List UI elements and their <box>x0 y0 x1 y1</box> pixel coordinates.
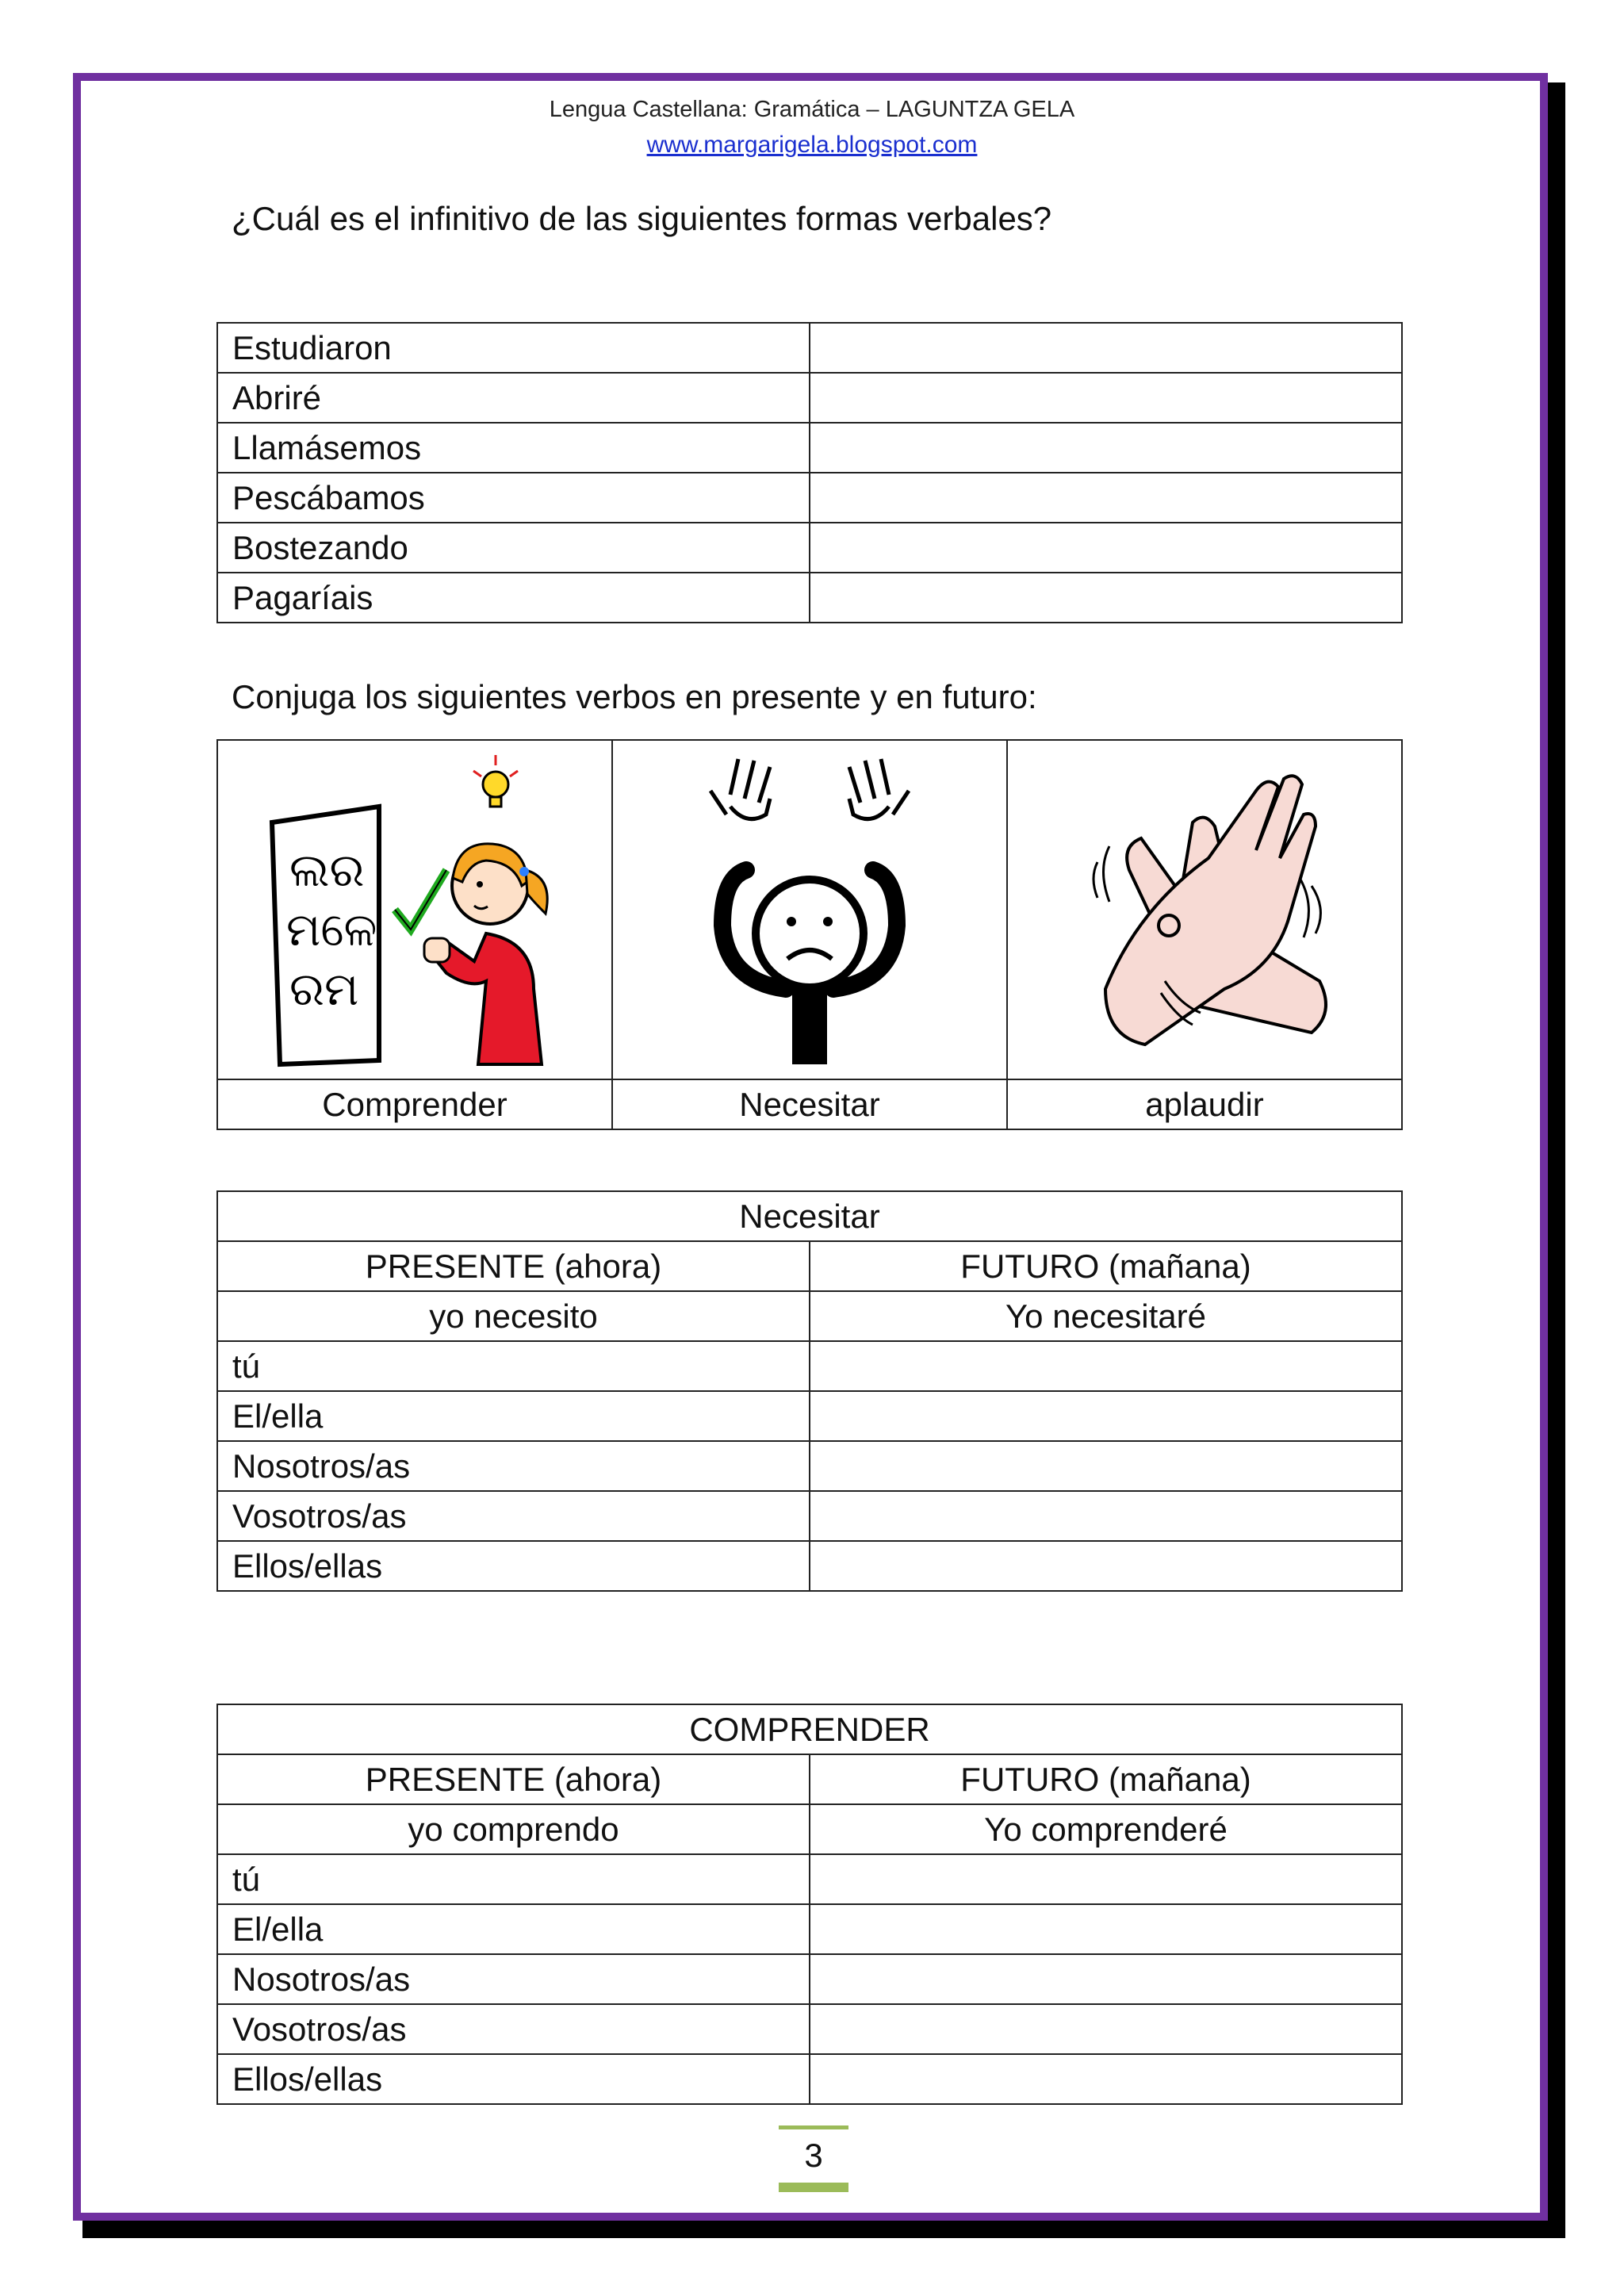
pronoun-cell: El/ella <box>217 1904 810 1954</box>
answer-field[interactable] <box>810 573 1402 623</box>
table-title: COMPRENDER <box>217 1704 1402 1754</box>
pronoun-cell: El/ella <box>217 1391 810 1441</box>
clapping-hands-icon <box>1074 751 1335 1068</box>
answer-field[interactable] <box>810 2054 1402 2104</box>
page-number: 3 <box>804 2137 823 2174</box>
answer-field[interactable] <box>810 2004 1402 2054</box>
verb-form-cell: Llamásemos <box>217 423 810 473</box>
header-title: Lengua Castellana: Gramática – LAGUNTZA GELA <box>549 97 1075 122</box>
pictogram-table <box>216 739 1403 1130</box>
verb-form-cell: Bostezando <box>217 523 810 573</box>
column-header-future: FUTURO (mañana) <box>810 1241 1402 1291</box>
table-row <box>217 2054 1402 2104</box>
example-future: Yo necesitaré <box>810 1291 1402 1341</box>
answer-field[interactable] <box>810 1391 1402 1441</box>
answer-field[interactable] <box>810 423 1402 473</box>
table-title: Necesitar <box>217 1191 1402 1241</box>
answer-field[interactable] <box>810 373 1402 423</box>
table-row <box>217 1491 1402 1541</box>
answer-field[interactable] <box>810 523 1402 573</box>
pronoun-cell: tú <box>217 1341 810 1391</box>
pronoun-cell: Vosotros/as <box>217 2004 810 2054</box>
question-conjugate: Conjuga los siguientes verbos en presente y en futuro: <box>232 678 1037 715</box>
column-header-present: PRESENTE (ahora) <box>217 1754 810 1804</box>
pronoun-cell: Vosotros/as <box>217 1491 810 1541</box>
pronoun-cell: Ellos/ellas <box>217 1541 810 1591</box>
table-row <box>217 423 1402 473</box>
table-row <box>217 523 1402 573</box>
pictogram-cell-comprender <box>217 740 612 1079</box>
table-row <box>217 1441 1402 1491</box>
example-present: yo comprendo <box>217 1804 810 1854</box>
verb-form-cell: Abriré <box>217 373 810 423</box>
answer-field[interactable] <box>810 1904 1402 1954</box>
column-header-present: PRESENTE (ahora) <box>217 1241 810 1291</box>
answer-field[interactable] <box>810 323 1402 373</box>
svg-text:ରମ: ରମ <box>289 962 359 1016</box>
page-number-bar <box>779 2183 848 2192</box>
verb-form-cell: Pagaríais <box>217 573 810 623</box>
pictogram-cell-necesitar <box>612 740 1007 1079</box>
pronoun-cell: Ellos/ellas <box>217 2054 810 2104</box>
pronoun-cell: Nosotros/as <box>217 1441 810 1491</box>
answer-field[interactable] <box>810 1854 1402 1904</box>
answer-field[interactable] <box>810 1341 1402 1391</box>
svg-text:ଲର: ଲର <box>289 843 365 897</box>
pictogram-label-necesitar: Necesitar <box>612 1079 1007 1129</box>
verb-form-cell: Estudiaron <box>217 323 810 373</box>
table-row <box>217 473 1402 523</box>
table-row <box>217 1391 1402 1441</box>
need-pictogram-icon <box>691 751 929 1068</box>
table-row <box>217 373 1402 423</box>
answer-field[interactable] <box>810 1441 1402 1491</box>
table-row <box>217 1541 1402 1591</box>
example-present: yo necesito <box>217 1291 810 1341</box>
example-future: Yo comprenderé <box>810 1804 1402 1854</box>
table-row <box>217 2004 1402 2054</box>
understand-pictogram-icon <box>248 751 581 1068</box>
table-row <box>217 1954 1402 2004</box>
answer-field[interactable] <box>810 1954 1402 2004</box>
table-row <box>217 573 1402 623</box>
pronoun-cell: tú <box>217 1854 810 1904</box>
question-infinitive: ¿Cuál es el infinitivo de las siguientes formas verbales? <box>232 200 1052 237</box>
pictogram-label-aplaudir: aplaudir <box>1007 1079 1402 1129</box>
pictogram-label-comprender: Comprender <box>217 1079 612 1129</box>
svg-text:ମଳେ: ମଳେ <box>286 903 377 956</box>
table-row <box>217 1341 1402 1391</box>
answer-field[interactable] <box>810 473 1402 523</box>
answer-field[interactable] <box>810 1491 1402 1541</box>
conjugation-table-comprender <box>216 1704 1403 2105</box>
pronoun-cell: Nosotros/as <box>217 1954 810 2004</box>
verb-form-cell: Pescábamos <box>217 473 810 523</box>
conjugation-table-necesitar <box>216 1190 1403 1592</box>
table-row <box>217 1854 1402 1904</box>
column-header-future: FUTURO (mañana) <box>810 1754 1402 1804</box>
pictogram-cell-aplaudir <box>1007 740 1402 1079</box>
infinitive-table <box>216 322 1403 623</box>
page-number-rule <box>779 2125 848 2129</box>
answer-field[interactable] <box>810 1541 1402 1591</box>
table-row <box>217 323 1402 373</box>
header-link[interactable]: www.margarigela.blogspot.com <box>646 132 978 158</box>
table-row <box>217 1904 1402 1954</box>
